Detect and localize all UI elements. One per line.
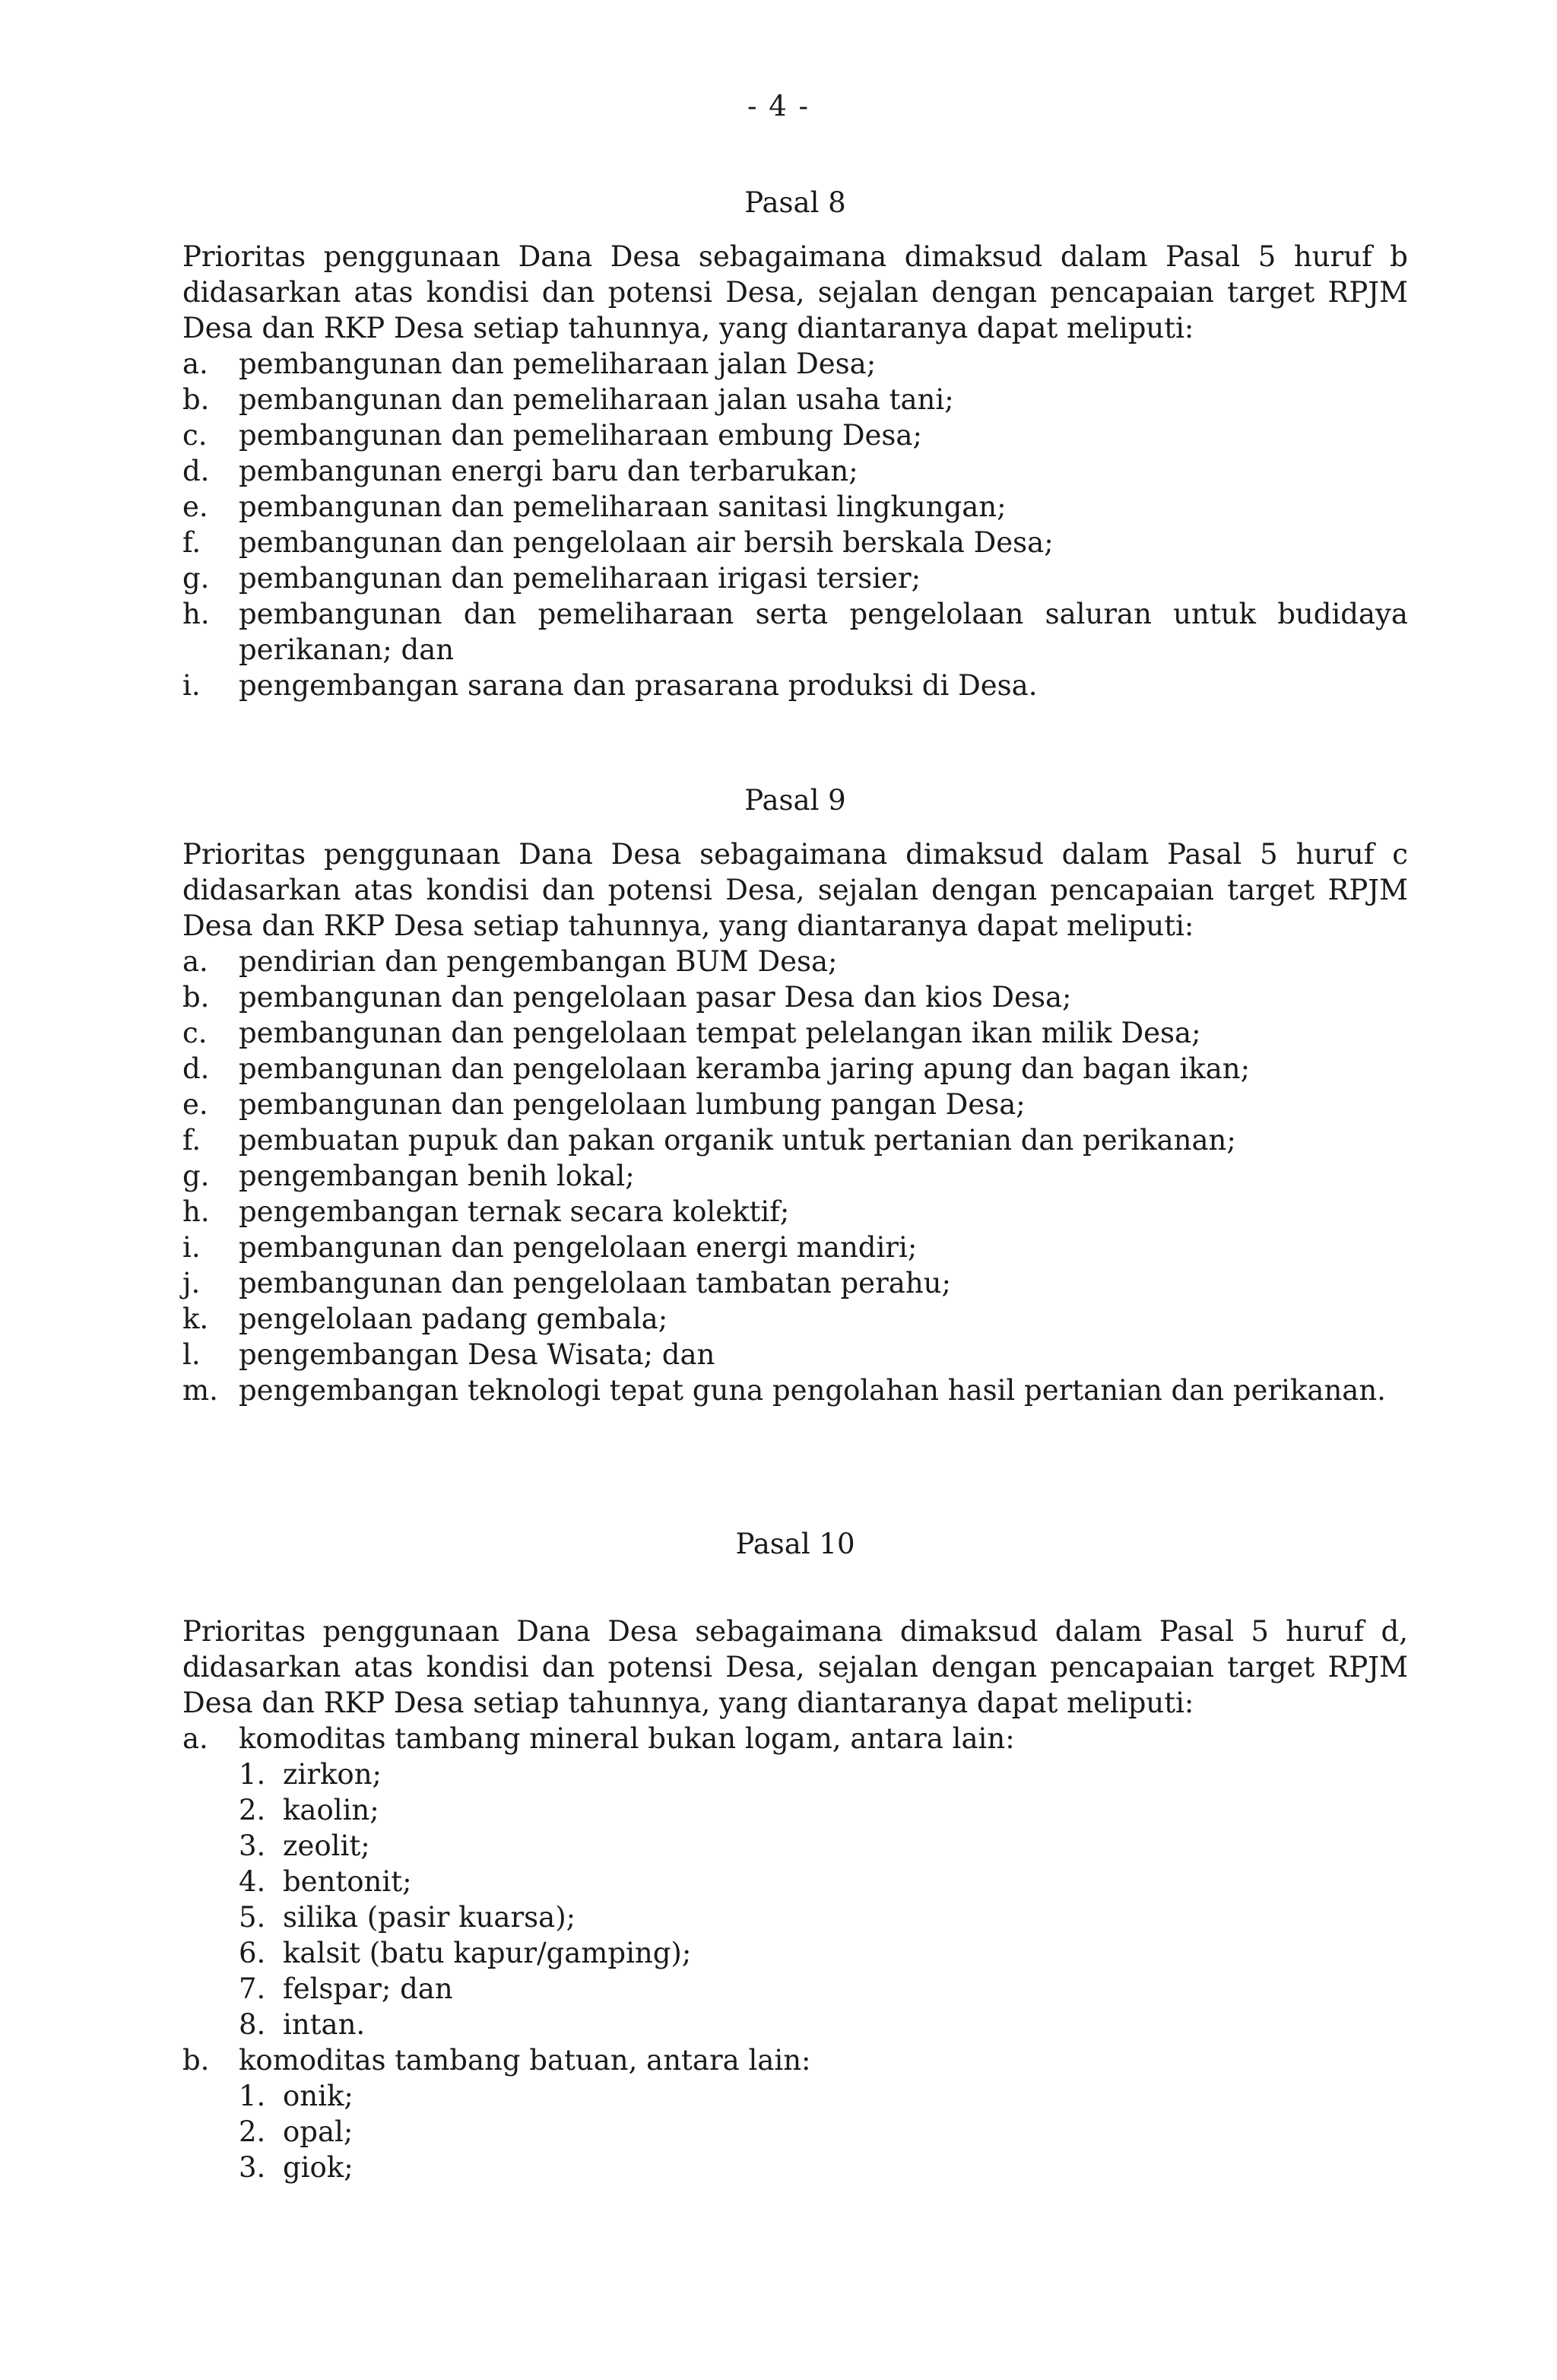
item-text: pengembangan ternak secara kolektif; bbox=[239, 1195, 790, 1228]
section-title: Pasal 10 bbox=[735, 1528, 855, 1560]
item-marker: a. bbox=[182, 347, 208, 380]
subitem-marker: 4. bbox=[239, 1865, 266, 1898]
list-item bbox=[182, 525, 1408, 560]
subitem-marker: 7. bbox=[239, 1972, 266, 2005]
subitem-text: intan. bbox=[283, 2008, 366, 2041]
list-item bbox=[182, 979, 1408, 1015]
sub-list-item bbox=[182, 2078, 1408, 2114]
subitem-text: felspar; dan bbox=[283, 1972, 453, 2005]
item-marker: d. bbox=[182, 455, 210, 487]
subitem-marker: 1. bbox=[239, 1758, 266, 1791]
subitem-marker: 1. bbox=[239, 2080, 266, 2112]
sub-list-item bbox=[182, 1935, 1408, 1971]
list-item bbox=[182, 1122, 1408, 1158]
item-marker: l. bbox=[182, 1338, 201, 1371]
subitem-marker: 8. bbox=[239, 2008, 266, 2041]
section-pasal-10 bbox=[182, 1525, 1408, 2185]
subitem-marker: 3. bbox=[239, 2151, 266, 2184]
item-marker: h. bbox=[182, 598, 210, 630]
subitem-marker: 5. bbox=[239, 1901, 266, 1934]
list-item bbox=[182, 1337, 1408, 1372]
item-marker: g. bbox=[182, 1160, 210, 1192]
item-text: pengembangan teknologi tepat guna pengolahan hasil pertanian dan perikanan. bbox=[239, 1374, 1386, 1407]
sub-list-item bbox=[182, 2114, 1408, 2150]
item-marker: a. bbox=[182, 1722, 208, 1755]
list-item bbox=[182, 2042, 1408, 2078]
item-list bbox=[182, 346, 1408, 703]
section-pasal-8 bbox=[182, 184, 1408, 703]
list-item bbox=[182, 1051, 1408, 1087]
sub-list-item bbox=[182, 1756, 1408, 1792]
item-marker: a. bbox=[182, 945, 208, 978]
item-text: pembangunan dan pengelolaan tempat pelelangan ikan milik Desa; bbox=[239, 1017, 1201, 1049]
item-marker: m. bbox=[182, 1374, 218, 1407]
item-marker: f. bbox=[182, 526, 201, 559]
subitem-text: bentonit; bbox=[283, 1865, 412, 1898]
item-text: pembangunan dan pengelolaan energi mandiri; bbox=[239, 1231, 918, 1264]
item-marker: h. bbox=[182, 1195, 210, 1228]
section-intro: Prioritas penggunaan Dana Desa sebagaimana dimaksud dalam Pasal 5 huruf d, didasarkan atas kondisi dan potensi Desa, sejalan dengan pencapaian target RPJM Desa dan RKP Desa setiap tahunnya, yang diantaranya dapat meliputi: bbox=[182, 1615, 1408, 1719]
item-text: pembangunan energi baru dan terbarukan; bbox=[239, 455, 858, 487]
list-item bbox=[182, 1372, 1408, 1408]
list-item bbox=[182, 944, 1408, 979]
sub-list-item bbox=[182, 1899, 1408, 1935]
item-text: pembangunan dan pengelolaan air bersih berskala Desa; bbox=[239, 526, 1054, 559]
item-text: pembangunan dan pengelolaan lumbung pangan Desa; bbox=[239, 1088, 1026, 1121]
subitem-text: kaolin; bbox=[283, 1794, 379, 1826]
item-text: pengembangan benih lokal; bbox=[239, 1160, 635, 1192]
item-marker: j. bbox=[182, 1267, 201, 1299]
section-title: Pasal 8 bbox=[744, 186, 846, 219]
list-item bbox=[182, 1015, 1408, 1051]
item-marker: b. bbox=[182, 2044, 210, 2077]
item-text: pengembangan sarana dan prasarana produksi di Desa. bbox=[239, 669, 1038, 702]
item-marker: d. bbox=[182, 1052, 210, 1085]
subitem-marker: 2. bbox=[239, 2115, 266, 2148]
subitem-marker: 6. bbox=[239, 1937, 266, 1969]
item-text: pembangunan dan pengelolaan tambatan perahu; bbox=[239, 1267, 951, 1299]
list-item bbox=[182, 346, 1408, 382]
item-marker: k. bbox=[182, 1303, 209, 1335]
list-item bbox=[182, 1265, 1408, 1301]
subitem-text: kalsit (batu kapur/gamping); bbox=[283, 1937, 692, 1969]
subitem-marker: 2. bbox=[239, 1794, 266, 1826]
item-text: pembangunan dan pemeliharaan jalan Desa; bbox=[239, 347, 877, 380]
list-item bbox=[182, 382, 1408, 417]
section-title: Pasal 9 bbox=[744, 784, 846, 817]
subitem-text: giok; bbox=[283, 2151, 354, 2184]
item-text: pengelolaan padang gembala; bbox=[239, 1303, 668, 1335]
item-text: pembangunan dan pemeliharaan jalan usaha tani; bbox=[239, 383, 954, 416]
item-text: pembangunan dan pengelolaan pasar Desa dan kios Desa; bbox=[239, 981, 1072, 1014]
item-marker: e. bbox=[182, 1088, 208, 1121]
item-text: pendirian dan pengembangan BUM Desa; bbox=[239, 945, 838, 978]
list-item bbox=[182, 1230, 1408, 1265]
list-item bbox=[182, 1087, 1408, 1122]
list-item bbox=[182, 1721, 1408, 1756]
item-list bbox=[182, 1721, 1408, 2185]
item-marker: g. bbox=[182, 562, 210, 595]
item-marker: b. bbox=[182, 981, 210, 1014]
section-pasal-9 bbox=[182, 782, 1408, 1408]
sub-list-item bbox=[182, 1792, 1408, 1828]
list-item bbox=[182, 1194, 1408, 1230]
item-text: pembangunan dan pengelolaan keramba jaring apung dan bagan ikan; bbox=[239, 1052, 1251, 1085]
item-marker: c. bbox=[182, 1017, 208, 1049]
subitem-marker: 3. bbox=[239, 1829, 266, 1862]
page-number: - 4 - bbox=[747, 90, 810, 122]
item-text: pembangunan dan pemeliharaan serta pengelolaan saluran untuk budidaya perikanan; dan bbox=[239, 598, 1408, 666]
item-text: pembangunan dan pemeliharaan irigasi tersier; bbox=[239, 562, 921, 595]
item-text: pembangunan dan pemeliharaan sanitasi lingkungan; bbox=[239, 490, 1007, 523]
item-marker: f. bbox=[182, 1124, 201, 1157]
list-item bbox=[182, 489, 1408, 525]
subitem-text: zeolit; bbox=[283, 1829, 370, 1862]
item-marker: i. bbox=[182, 669, 201, 702]
item-marker: b. bbox=[182, 383, 210, 416]
item-list bbox=[182, 944, 1408, 1408]
list-item bbox=[182, 417, 1408, 453]
item-text: pembuatan pupuk dan pakan organik untuk pertanian dan perikanan; bbox=[239, 1124, 1236, 1157]
sub-list-item bbox=[182, 1828, 1408, 1864]
item-marker: i. bbox=[182, 1231, 201, 1264]
subitem-text: zirkon; bbox=[283, 1758, 382, 1791]
list-item bbox=[182, 596, 1408, 668]
sub-list-item bbox=[182, 2007, 1408, 2042]
list-item bbox=[182, 453, 1408, 489]
item-text: pembangunan dan pemeliharaan embung Desa; bbox=[239, 419, 922, 452]
sub-list-item bbox=[182, 1971, 1408, 2007]
subitem-text: onik; bbox=[283, 2080, 354, 2112]
item-text: pengembangan Desa Wisata; dan bbox=[239, 1338, 715, 1371]
subitem-text: opal; bbox=[283, 2115, 354, 2148]
subitem-text: silika (pasir kuarsa); bbox=[283, 1901, 576, 1934]
section-intro: Prioritas penggunaan Dana Desa sebagaimana dimaksud dalam Pasal 5 huruf b didasarkan atas kondisi dan potensi Desa, sejalan dengan pencapaian target RPJM Desa dan RKP Desa setiap tahunnya, yang diantaranya dapat meliputi: bbox=[182, 240, 1408, 344]
item-text: komoditas tambang batuan, antara lain: bbox=[239, 2044, 811, 2077]
list-item bbox=[182, 560, 1408, 596]
item-marker: e. bbox=[182, 490, 208, 523]
list-item bbox=[182, 668, 1408, 703]
sub-list-item bbox=[182, 2150, 1408, 2185]
sub-list-item bbox=[182, 1864, 1408, 1899]
item-marker: c. bbox=[182, 419, 208, 452]
section-intro: Prioritas penggunaan Dana Desa sebagaimana dimaksud dalam Pasal 5 huruf c didasarkan atas kondisi dan potensi Desa, sejalan dengan pencapaian target RPJM Desa dan RKP Desa setiap tahunnya, yang diantaranya dapat meliputi: bbox=[182, 838, 1408, 942]
list-item bbox=[182, 1301, 1408, 1337]
list-item bbox=[182, 1158, 1408, 1194]
item-text: komoditas tambang mineral bukan logam, antara lain: bbox=[239, 1722, 1015, 1755]
